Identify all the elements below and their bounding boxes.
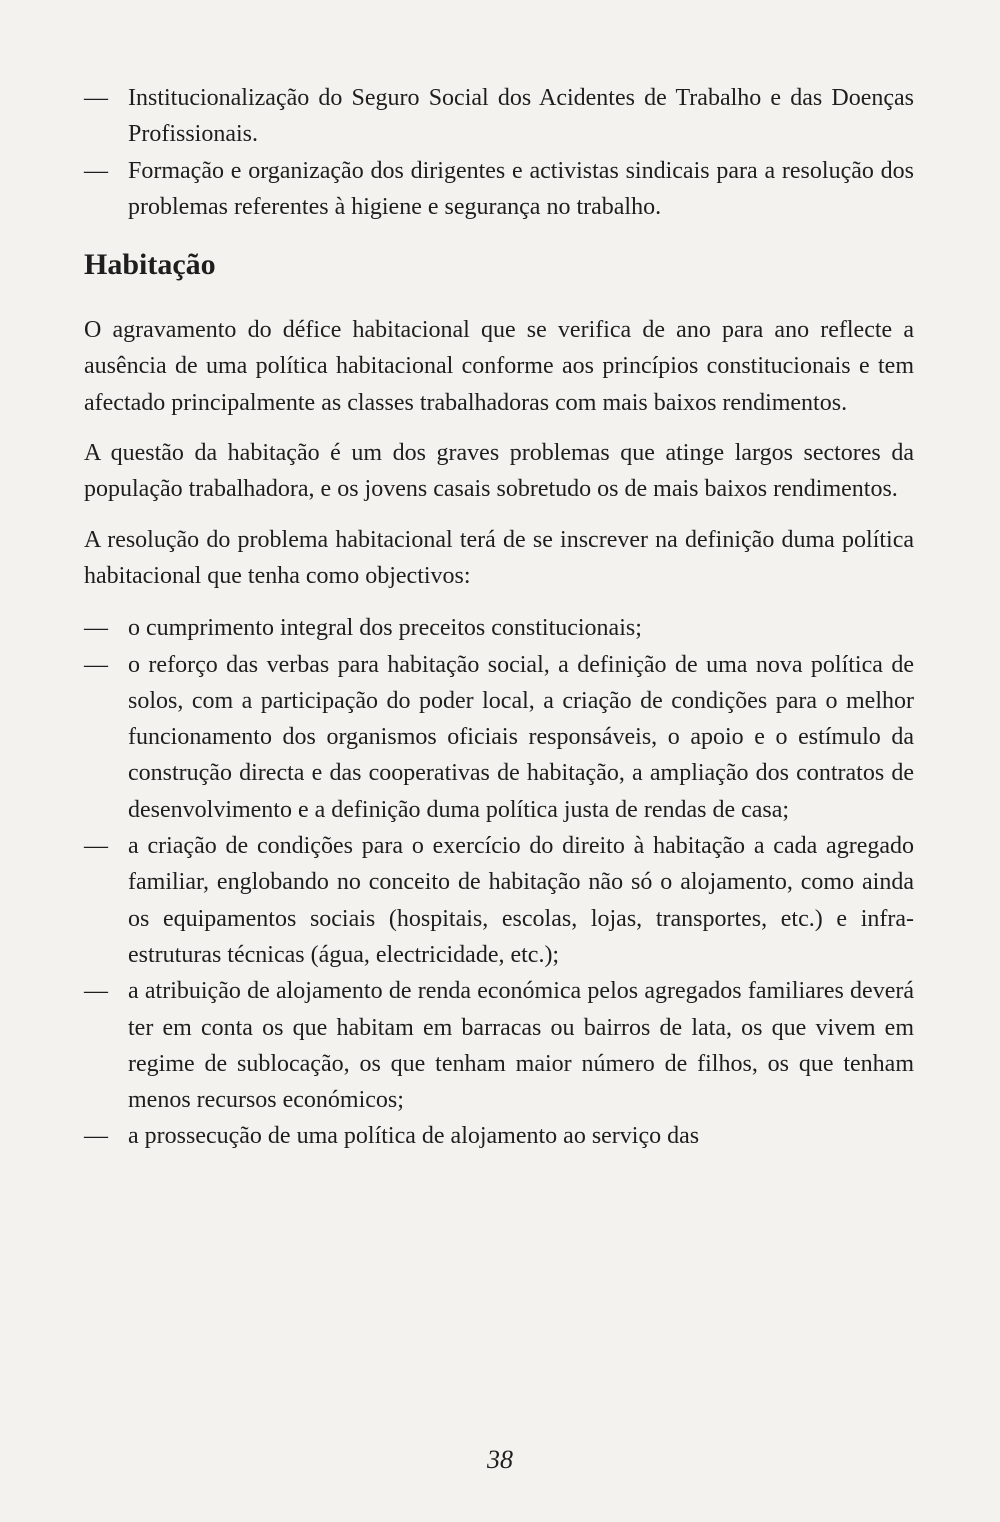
list-dash: — xyxy=(84,651,108,678)
list-item xyxy=(84,80,914,153)
list-item-text: a criação de condições para o exercício do direito à habitação a cada agregado familiar, englobando no conceito de habitação não só o alojamento, como ainda os equipamentos sociais (hospitais, escolas, lojas, transportes, etc.) e infra-estruturas técnicas (água, electricidade, etc.); xyxy=(128,833,914,968)
list-item-text: Institucionalização do Seguro Social dos Acidentes de Trabalho e das Doenças Profissionais. xyxy=(128,85,914,148)
list-dash: — xyxy=(84,615,108,642)
list-item xyxy=(84,973,914,1118)
paragraph: O agravamento do défice habitacional que se verifica de ano para ano reflecte a ausência de uma política habitacional conforme aos princípios constitucionais e tem afectado principalmente as classes trabalhadoras com mais baixos rendimentos. xyxy=(84,317,914,416)
paragraph: A questão da habitação é um dos graves problemas que atinge largos sectores da população trabalhadora, e os jovens casais sobretudo os de mais baixos rendimentos. xyxy=(84,440,914,503)
objectives-list xyxy=(84,610,914,1154)
list-item xyxy=(84,647,914,828)
list-item xyxy=(84,1118,914,1154)
list-item xyxy=(84,828,914,973)
list-dash: — xyxy=(84,833,108,860)
list-dash: — xyxy=(84,157,108,184)
top-list xyxy=(84,80,914,225)
list-item xyxy=(84,610,914,646)
list-dash: — xyxy=(84,1123,108,1150)
page-body xyxy=(84,80,914,1155)
list-item-text: a prossecução de uma política de alojamento ao serviço das xyxy=(128,1123,700,1150)
list-item-text: o reforço das verbas para habitação social, a definição de uma nova política de solos, com a participação do poder local, a criação de condições para o melhor funcionamento dos organismos oficiais responsáveis, o apoio e o estímulo da construção directa e das cooperativas de habitação, a ampliação dos contratos de desenvolvimento e a definição duma política justa de rendas de casa; xyxy=(128,651,914,823)
list-item-text: a atribuição de alojamento de renda económica pelos agregados familiares deverá ter em conta os que habitam em barracas ou bairros de lata, os que vivem em regime de sublocação, os que tenham maior número de filhos, os que tenham menos recursos económicos; xyxy=(128,978,914,1114)
list-dash: — xyxy=(84,85,108,111)
list-dash: — xyxy=(84,978,108,1005)
section-heading: Habitação xyxy=(84,248,216,282)
page-number: 38 xyxy=(487,1445,513,1474)
list-item-text: Formação e organização dos dirigentes e activistas sindicais para a resolução dos problemas referentes à higiene e segurança no trabalho. xyxy=(128,157,914,220)
list-item xyxy=(84,153,914,226)
paragraph: A resolução do problema habitacional terá de se inscrever na definição duma política habitacional que tenha como objectivos: xyxy=(84,526,914,589)
list-item-text: o cumprimento integral dos preceitos constitucionais; xyxy=(128,615,642,642)
